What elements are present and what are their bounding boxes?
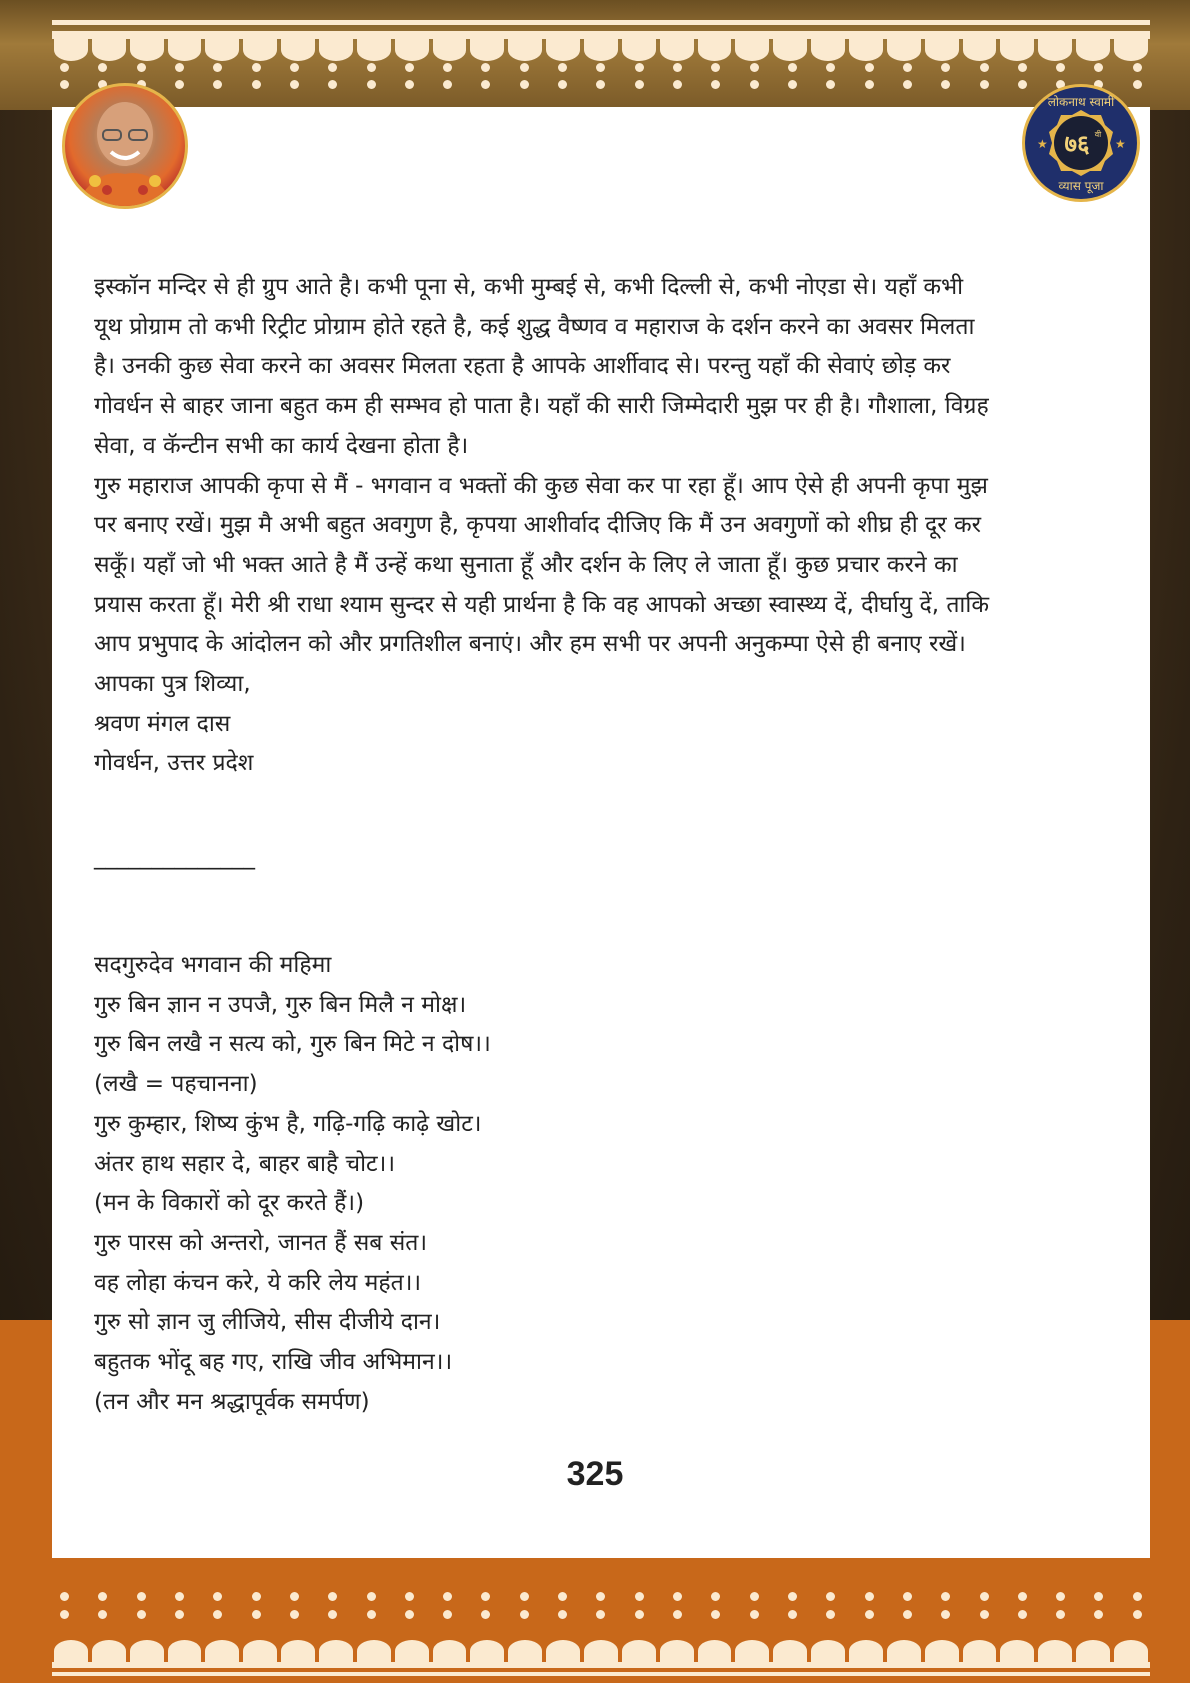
ornament <box>481 1610 490 1619</box>
poem-line: वह लोहा कंचन करे, ये करि लेय महंत।। <box>94 1269 422 1296</box>
emblem-bottom-text: व्यास पूजा <box>1058 179 1104 193</box>
top-border-rule <box>52 20 1150 25</box>
ornament <box>980 1610 989 1619</box>
ornament <box>1094 1610 1103 1619</box>
ornament <box>546 1640 580 1662</box>
ornament <box>1076 39 1110 61</box>
ornament <box>773 39 807 61</box>
ornament <box>137 63 146 72</box>
ornament <box>290 80 299 89</box>
ornament <box>252 80 261 89</box>
ornament <box>1056 63 1065 72</box>
ornament <box>903 1610 912 1619</box>
ornament <box>205 39 239 61</box>
ornament <box>826 80 835 89</box>
ornament <box>1133 1592 1142 1601</box>
ornament <box>433 39 467 61</box>
ornament <box>405 1592 414 1601</box>
top-dot-row <box>60 80 1142 89</box>
poem-line: गुरु बिन लखै न सत्य को, गुरु बिन मिटे न दोष।। <box>94 1031 491 1058</box>
ornament <box>213 1592 222 1601</box>
text-line: प्रयास करता हूँ। मेरी श्री राधा श्याम सुन्दर से यही प्रार्थना है कि वह आपको अच्छा स्वास्थ्य दें, दीर्घायु दें, ताकि <box>94 591 990 618</box>
ornament <box>963 39 997 61</box>
ornament <box>520 63 529 72</box>
ornament <box>750 1610 759 1619</box>
page-number: 325 <box>566 1455 624 1493</box>
bottom-dot-row <box>60 1610 1142 1619</box>
ornament <box>673 63 682 72</box>
poem-line: अंतर हाथ सहार दे, बाहर बाहै चोट।। <box>94 1150 396 1177</box>
ornament <box>405 63 414 72</box>
ornament <box>281 1640 315 1662</box>
ornament <box>520 80 529 89</box>
section-divider: ______________ <box>94 844 255 870</box>
ornament <box>963 1640 997 1662</box>
ornament <box>213 63 222 72</box>
ornament <box>405 80 414 89</box>
ornament <box>60 1610 69 1619</box>
text-line: गुरु महाराज आपकी कृपा से मैं - भगवान व भक्तों की कुछ सेवा कर पा रहा हूँ। आप ऐसे ही अपनी कृपा मुझ <box>94 472 988 499</box>
ornament <box>925 39 959 61</box>
ornament <box>443 63 452 72</box>
text-line: इस्कॉन मन्दिर से ही ग्रुप आते है। कभी पूना से, कभी मुम्बई से, कभी दिल्ली से, कभी नोएडा से। यहाँ कभी <box>94 274 964 300</box>
ornament <box>773 1640 807 1662</box>
ornament <box>1133 63 1142 72</box>
ornament <box>1000 1640 1034 1662</box>
ornament <box>660 1640 694 1662</box>
ornament <box>1018 1592 1027 1601</box>
ornament <box>903 80 912 89</box>
ornament <box>698 1640 732 1662</box>
ornament <box>698 39 732 61</box>
ornament <box>788 80 797 89</box>
ornament <box>849 1640 883 1662</box>
ornament <box>137 1610 146 1619</box>
ornament <box>1038 39 1072 61</box>
ornament <box>811 1640 845 1662</box>
ornament <box>826 63 835 72</box>
ornament <box>903 1592 912 1601</box>
ornament <box>130 1640 164 1662</box>
ornament <box>205 1640 239 1662</box>
ornament <box>673 1592 682 1601</box>
poem-line: (मन के विकारों को दूर करते हैं।) <box>94 1190 365 1217</box>
ornament <box>596 80 605 89</box>
ornament <box>328 1610 337 1619</box>
ornament <box>735 39 769 61</box>
bottom-border-rule <box>52 1672 1150 1676</box>
ornament <box>941 1592 950 1601</box>
bottom-dot-row <box>60 1592 1142 1601</box>
ornament <box>980 63 989 72</box>
ornament <box>1114 1640 1148 1662</box>
ornament <box>470 39 504 61</box>
ornament <box>481 80 490 89</box>
poem-line: गुरु पारस को अन्तरो, जानत हैं सब संत। <box>94 1229 428 1256</box>
text-line: यूथ प्रोग्राम तो कभी रिट्रीट प्रोग्राम होते रहते है, कई शुद्ध वैष्णव व महाराज के दर्शन करने का अवसर मिलता <box>94 313 975 340</box>
ornament <box>1133 1610 1142 1619</box>
top-dot-row <box>60 63 1142 72</box>
bottom-scallop-border <box>52 1640 1150 1662</box>
ornament <box>405 1610 414 1619</box>
ornament <box>470 1640 504 1662</box>
ornament <box>887 1640 921 1662</box>
ornament <box>252 1610 261 1619</box>
emblem-suffix: वी <box>1094 130 1102 139</box>
ornament <box>596 1610 605 1619</box>
ornament <box>1114 39 1148 61</box>
ornament <box>711 80 720 89</box>
ornament <box>1018 1610 1027 1619</box>
bottom-border-rule <box>52 1662 1150 1668</box>
ornament <box>60 1592 69 1601</box>
poem-line: गुरु बिन ज्ञान न उपजै, गुरु बिन मिलै न मोक्ष। <box>94 991 467 1018</box>
ornament <box>750 80 759 89</box>
ornament <box>395 39 429 61</box>
ornament <box>980 80 989 89</box>
poem-line: गुरु कुम्हार, शिष्य कुंभ है, गढ़ि-गढ़ि काढ़े खोट। <box>94 1110 482 1137</box>
top-scallop-border <box>52 39 1150 61</box>
ornament <box>750 1592 759 1601</box>
ornament <box>980 1592 989 1601</box>
emblem-top-text: लोकनाथ स्वामी <box>1047 95 1115 109</box>
star-icon: ★ <box>1115 137 1126 151</box>
ornament <box>92 39 126 61</box>
star-icon: ★ <box>1037 137 1048 151</box>
ornament <box>395 1640 429 1662</box>
ornament <box>290 63 299 72</box>
ornament <box>54 39 88 61</box>
ornament <box>584 39 618 61</box>
ornament <box>788 63 797 72</box>
text-line: गोवर्धन, उत्तर प्रदेश <box>94 750 254 777</box>
ornament <box>596 1592 605 1601</box>
ornament <box>558 1592 567 1601</box>
ornament <box>635 1610 644 1619</box>
ornament <box>130 39 164 61</box>
ornament <box>887 39 921 61</box>
ornament <box>520 1592 529 1601</box>
ornament <box>328 63 337 72</box>
ornament <box>367 1610 376 1619</box>
ornament <box>443 1610 452 1619</box>
ornament <box>319 39 353 61</box>
ornament <box>1000 39 1034 61</box>
ornament <box>622 39 656 61</box>
ornament <box>319 1640 353 1662</box>
ornament <box>54 1640 88 1662</box>
ornament <box>98 63 107 72</box>
portrait-icon <box>65 86 185 206</box>
text-line: है। उनकी कुछ सेवा करने का अवसर मिलता रहता है आपके आर्शीवाद से। परन्तु यहाँ की सेवाएं छोड़ कर <box>94 353 951 380</box>
ornament <box>788 1592 797 1601</box>
text-line: श्रवण मंगल दास <box>94 710 231 737</box>
ornament <box>1094 1592 1103 1601</box>
ornament <box>443 80 452 89</box>
ornament <box>328 1592 337 1601</box>
ornament <box>92 1640 126 1662</box>
ornament <box>213 1610 222 1619</box>
ornament <box>1038 1640 1072 1662</box>
ornament <box>635 80 644 89</box>
ornament <box>481 1592 490 1601</box>
ornament <box>925 1640 959 1662</box>
ornament <box>849 39 883 61</box>
vyasa-puja-emblem <box>1020 82 1142 204</box>
text-line: सकूँ। यहाँ जो भी भक्त आते है मैं उन्हें कथा सुनाता हूँ और दर्शन के लिए ले जाता हूँ। कुछ प्रचार करने का <box>94 551 958 578</box>
ornament <box>328 80 337 89</box>
ornament <box>213 80 222 89</box>
ornament <box>673 80 682 89</box>
poem-line: (तन और मन श्रद्धापूर्वक समर्पण) <box>94 1388 370 1415</box>
ornament <box>1094 63 1103 72</box>
ornament <box>546 39 580 61</box>
ornament <box>635 1592 644 1601</box>
ornament <box>1018 63 1027 72</box>
ornament <box>367 63 376 72</box>
ornament <box>1056 1592 1065 1601</box>
ornament <box>168 39 202 61</box>
ornament <box>357 1640 391 1662</box>
ornament <box>941 63 950 72</box>
ornament <box>481 63 490 72</box>
ornament <box>826 1610 835 1619</box>
ornament <box>622 1640 656 1662</box>
ornament <box>175 1592 184 1601</box>
ornament <box>711 63 720 72</box>
text-line: सेवा, व कॅन्टीन सभी का कार्य देखना होता है। <box>94 432 469 459</box>
ornament <box>941 1610 950 1619</box>
ornament <box>673 1610 682 1619</box>
ornament <box>443 1592 452 1601</box>
poem-line: सदगुरुदेव भगवान की महिमा <box>94 952 332 978</box>
ornament <box>711 1610 720 1619</box>
ornament <box>60 63 69 72</box>
ornament <box>290 1592 299 1601</box>
ornament <box>596 63 605 72</box>
ornament <box>252 1592 261 1601</box>
poem-line: (लखै = पहचानना) <box>94 1071 258 1098</box>
ornament <box>175 1610 184 1619</box>
ornament <box>941 80 950 89</box>
poem-line: बहुतक भोंदू बह गए, राखि जीव अभिमान।। <box>94 1349 453 1375</box>
ornament <box>433 1640 467 1662</box>
ornament <box>558 80 567 89</box>
ornament <box>865 1610 874 1619</box>
text-line: आप प्रभुपाद के आंदोलन को और प्रगतिशील बनाएं। और हम सभी पर अपनी अनुकम्पा ऐसे ही बनाए रखें। <box>94 631 966 658</box>
ornament <box>584 1640 618 1662</box>
ornament <box>252 63 261 72</box>
top-border-rule <box>52 31 1150 39</box>
ornament <box>865 80 874 89</box>
text-line: गोवर्धन से बाहर जाना बहुत कम ही सम्भव हो पाता है। यहाँ की सारी जिम्मेदारी मुझ पर ही है। गौशाला, विग्रह <box>94 393 989 420</box>
poem-line: गुरु सो ज्ञान जु लीजिये, सीस दीजीये दान। <box>94 1309 441 1336</box>
ornament <box>175 80 184 89</box>
ornament <box>750 63 759 72</box>
ornament <box>508 1640 542 1662</box>
ornament <box>168 1640 202 1662</box>
text-line: पर बनाए रखें। मुझ मै अभी बहुत अवगुण है, कृपया आशीर्वाद दीजिए कि मैं उन अवगुणों को शीघ्र ही दूर कर <box>94 512 982 539</box>
ornament <box>243 39 277 61</box>
ornament <box>60 80 69 89</box>
ornament <box>735 1640 769 1662</box>
ornament <box>137 1592 146 1601</box>
ornament <box>367 1592 376 1601</box>
ornament <box>1076 1640 1110 1662</box>
ornament <box>635 63 644 72</box>
portrait-photo <box>62 83 188 209</box>
ornament <box>811 39 845 61</box>
ornament <box>711 1592 720 1601</box>
ornament <box>788 1610 797 1619</box>
ornament <box>826 1592 835 1601</box>
ornament <box>98 1592 107 1601</box>
ornament <box>367 80 376 89</box>
ornament <box>175 63 184 72</box>
ornament <box>865 63 874 72</box>
ornament <box>558 1610 567 1619</box>
ornament <box>357 39 391 61</box>
ornament <box>520 1610 529 1619</box>
ornament <box>508 39 542 61</box>
ornament <box>290 1610 299 1619</box>
ornament <box>281 39 315 61</box>
ornament <box>98 1610 107 1619</box>
ornament <box>558 63 567 72</box>
ornament <box>243 1640 277 1662</box>
ornament <box>903 63 912 72</box>
emblem-number: ७६ <box>1064 130 1090 158</box>
ornament <box>660 39 694 61</box>
text-line: आपका पुत्र शिव्या, <box>94 671 251 697</box>
ornament <box>1056 1610 1065 1619</box>
ornament <box>865 1592 874 1601</box>
